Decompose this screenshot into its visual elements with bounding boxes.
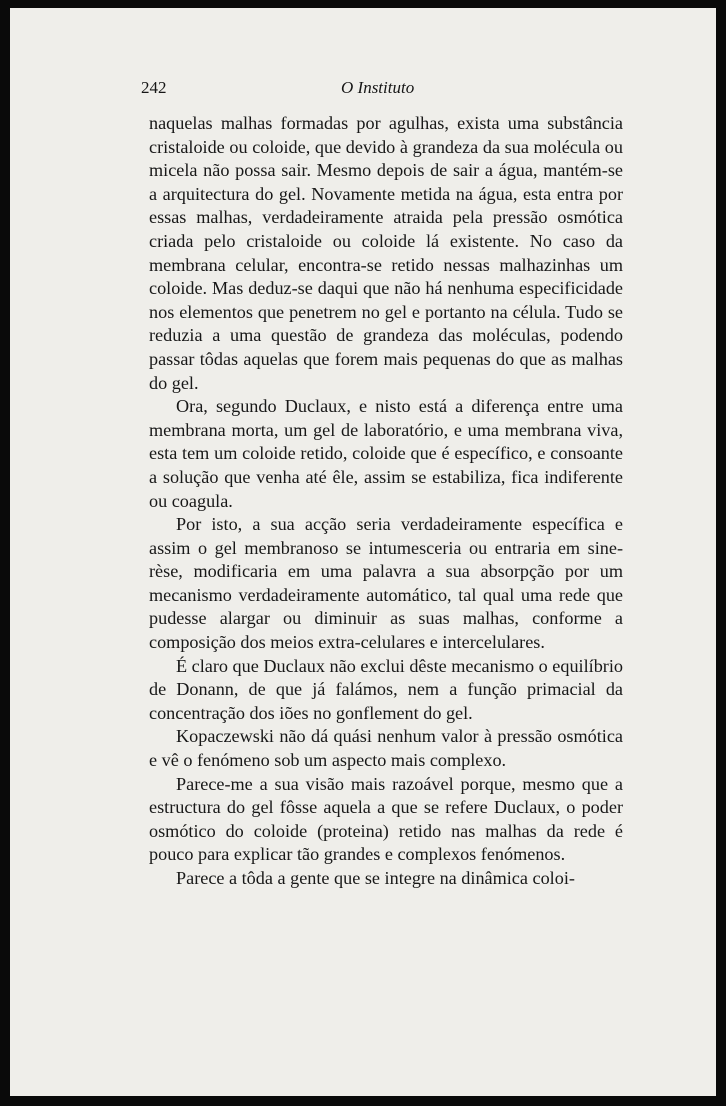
page-header	[141, 78, 631, 100]
paragraph-1: naquelas malhas formadas por agulhas, exista uma substância cristaloide ou coloide, que devido à grandeza da sua molécula ou micela não possa sair. Mesmo depois de sair a água, mantém-se a arquitectura do gel. Novamente metida na água, esta entra por essas malhas, verdadeiramente atraida pela pressão osmótica criada pelo cristaloide ou coloide lá existente. No caso da membrana celular, encontra-se retido nessas malhazinhas um coloide. Mas deduz-se daqui que não há nenhuma especificidade nos elementos que penetrem no gel e portanto na célula. Tudo se reduzia a uma questão de grandeza das moléculas, podendo passar tôdas aquelas que forem mais pequenas do que as malhas do gel.	[149, 113, 623, 393]
page-number: 242	[141, 78, 167, 97]
text-body	[149, 112, 623, 891]
paragraph-2: Ora, segundo Duclaux, e nisto está a diferença entre uma membrana morta, um gel de laboratório, e uma membrana viva, esta tem um coloide retido, coloide que é específico, e consoante a solução que venha até êle, assim se estabiliza, fica indiferente ou coagula.	[149, 396, 623, 511]
paragraph-4: É claro que Duclaux não exclui dêste mecanismo o equilíbrio de Donann, de que já falámos, nem a função primacial da concentração dos iões no gonflement do gel.	[149, 655, 623, 723]
paragraph-7: Parece a tôda a gente que se integre na dinâmica coloi-	[176, 868, 575, 888]
running-title: O Instituto	[341, 78, 415, 97]
paragraph-5: Kopaczewski não dá quási nenhum valor à pressão osmótica e vê o fenómeno sob um aspecto mais complexo.	[149, 726, 623, 771]
paragraph-3: Por isto, a sua acção seria verdadeiramente específica e assim o gel membranoso se intumesceria ou entraria em sinerèse, modificaria em uma palavra a sua absorpção por um mecanismo verdadeiramente automático, tal qual uma rede que pudesse alargar ou diminuir as suas malhas, conforme a composição dos meios extra-celulares e intercelulares.	[149, 514, 623, 653]
paragraph-6: Parece-me a sua visão mais razoável porque, mesmo que a estructura do gel fôsse aquela a que se refere Duclaux, o poder osmótico do coloide (proteina) retido nas malhas da rede é pouco para explicar tão grandes e complexos fenómenos.	[149, 773, 623, 865]
book-page	[10, 8, 716, 1096]
